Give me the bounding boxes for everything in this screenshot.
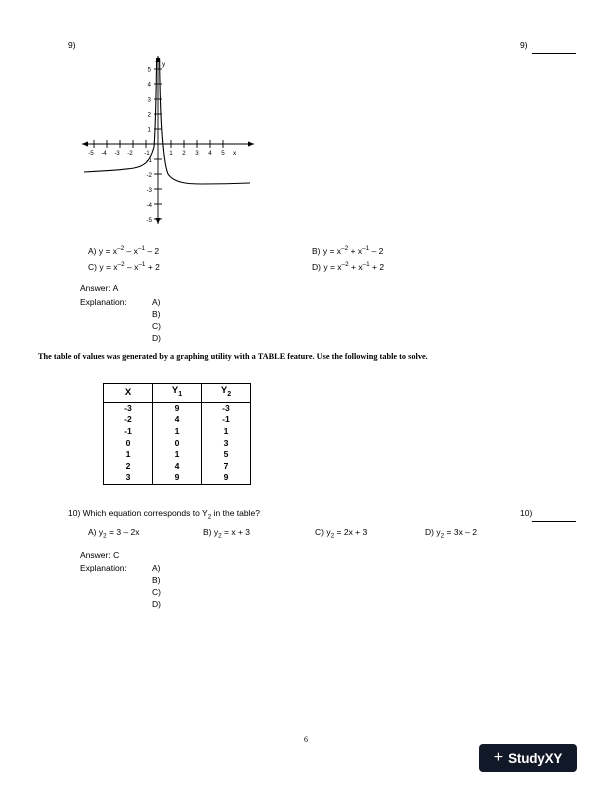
explanation-10-item-d: D) [152,599,161,609]
table-row [104,438,251,450]
option-10-d-tail: = 3x – 2 [444,527,477,537]
values-table [103,383,251,485]
svg-text:4: 4 [208,150,212,157]
table-row [104,426,251,438]
option-10-b[interactable] [203,527,250,540]
cell-x: 2 [104,461,153,473]
svg-text:-3: -3 [114,150,120,157]
svg-text:1: 1 [169,150,173,157]
explanation-9-item-c: C) [152,321,161,331]
cell-x: 3 [104,472,153,484]
explanation-10-item-a: A) [152,563,161,573]
table-header-y1 [153,384,202,403]
option-10-a-label: A) y [88,527,104,537]
table-header-row [104,384,251,403]
option-9-c-label: C) y = x [88,261,118,272]
svg-text:-2: -2 [146,172,152,179]
option-10-b-sub: 2 [218,532,222,540]
option-9-a-mid: – x [124,245,138,256]
answer-blank-9 [532,53,576,54]
question-10-prompt-pre: 10) Which equation corresponds to Y [68,508,208,518]
table-header-y2-main: Y [220,385,228,396]
svg-text:3: 3 [195,150,199,157]
cell-y1: 9 [153,472,202,484]
cell-y1: 1 [153,449,202,461]
svg-text:5: 5 [147,66,151,74]
option-9-d-exp1: –2 [341,261,349,268]
svg-text:-5: -5 [88,150,94,157]
cell-y2: -3 [202,402,251,414]
answer-blank-10 [532,521,576,522]
explanation-10-item-c: C) [152,587,161,597]
svg-text:4: 4 [147,81,151,89]
svg-text:2: 2 [147,111,151,119]
svg-text:-1: -1 [146,157,152,164]
page-number: 6 [304,735,308,744]
option-9-a-label: A) y = x [88,245,118,256]
svg-text:3: 3 [147,96,151,104]
studyxy-logo [479,744,577,772]
option-10-b-tail: = x + 3 [221,527,251,537]
table-row [104,449,251,461]
cell-y1: 4 [153,414,202,426]
svg-text:y: y [162,61,166,68]
cell-x: -2 [104,414,153,426]
table-row [104,402,251,414]
option-9-d-exp2: –1 [362,261,370,268]
cell-x: 1 [104,449,153,461]
question-9-number-right: 9) [520,40,528,50]
cell-y2: 3 [202,438,251,450]
option-10-b-label: B) y [203,527,219,537]
option-9-a[interactable] [88,245,159,256]
explanation-9-item-a: A) [152,297,161,307]
option-10-c[interactable] [315,527,367,540]
svg-text:-3: -3 [146,187,152,194]
option-10-c-label: C) y [315,527,331,537]
cell-y2: 9 [202,472,251,484]
cell-y2: 1 [202,426,251,438]
cell-y2: -1 [202,414,251,426]
option-10-d[interactable] [425,527,477,540]
explanation-9-item-d: D) [152,333,161,343]
option-9-d-mid: + x [348,261,363,272]
question-9-number: 9) [68,40,76,50]
cell-x: -1 [104,426,153,438]
explanation-10-label: Explanation: [80,563,127,573]
svg-text:-4: -4 [146,202,152,209]
option-9-b[interactable] [312,245,383,256]
table-header-x [104,384,153,403]
instruction-text: The table of values was generated by a graphing utility with a TABLE feature. Use the following table to solve. [38,352,428,361]
option-9-c-exp1: –2 [117,261,125,268]
svg-text:-4: -4 [101,150,107,157]
option-9-c-mid: – x [124,261,139,272]
plus-icon: + [493,749,504,766]
cell-x: -3 [104,402,153,414]
table-header-x-main: X [124,386,132,398]
option-10-a-tail: = 3 – 2x [106,527,140,537]
option-9-b-exp1: –2 [341,245,349,252]
cell-y1: 1 [153,426,202,438]
answer-10: Answer: C [80,550,120,560]
option-9-c-tail: + 2 [145,261,160,272]
option-10-c-sub: 2 [330,532,335,540]
graph-question-9 [78,52,264,228]
brand-name-main: Study [508,750,545,766]
brand-name [508,751,562,766]
table-header-y2 [202,384,251,403]
svg-text:x: x [233,150,237,157]
option-9-b-tail: – 2 [369,245,384,256]
svg-text:-5: -5 [146,217,152,224]
table-row [104,461,251,473]
explanation-9-label: Explanation: [80,297,127,307]
table-row [104,472,251,484]
svg-text:5: 5 [221,150,225,157]
option-9-d[interactable] [312,261,384,272]
cell-y1: 9 [153,402,202,414]
table-header-y1-main: Y [171,385,179,396]
question-10-prompt-post: in the table? [211,508,260,518]
option-9-a-exp2: –1 [137,245,145,252]
question-10-number-right: 10) [520,508,533,518]
question-10-prompt [68,508,260,521]
option-10-c-tail: = 2x + 3 [334,527,368,537]
cell-y1: 0 [153,438,202,450]
explanation-9-item-b: B) [152,309,161,319]
cell-y1: 4 [153,461,202,473]
cell-x: 0 [104,438,153,450]
option-9-b-exp2: –1 [362,245,370,252]
svg-text:-2: -2 [127,150,133,157]
option-9-b-mid: + x [348,245,363,256]
option-9-d-label: D) y = x [312,261,342,272]
option-10-a[interactable] [88,527,140,540]
answer-9: Answer: A [80,283,119,293]
table-header-y1-sub: 1 [178,390,183,398]
option-9-a-tail: – 2 [144,245,160,256]
table-header-y2-sub: 2 [227,390,232,398]
option-10-a-sub: 2 [103,532,107,540]
explanation-10-item-b: B) [152,575,161,585]
option-9-c-exp2: –1 [138,261,146,268]
cell-y2: 5 [202,449,251,461]
option-10-d-label: D) y [425,527,441,537]
option-10-d-sub: 2 [440,532,445,540]
option-9-c[interactable] [88,261,160,272]
option-9-d-tail: + 2 [369,261,385,272]
svg-text:2: 2 [182,150,186,157]
option-9-a-exp1: –2 [117,245,125,252]
table-row [104,414,251,426]
brand-name-accent: XY [544,750,563,766]
question-10-prompt-sub: 2 [207,513,212,521]
cell-y2: 7 [202,461,251,473]
option-9-b-label: B) y = x [312,245,342,256]
svg-text:1: 1 [147,126,151,134]
svg-text:-1: -1 [144,150,150,157]
